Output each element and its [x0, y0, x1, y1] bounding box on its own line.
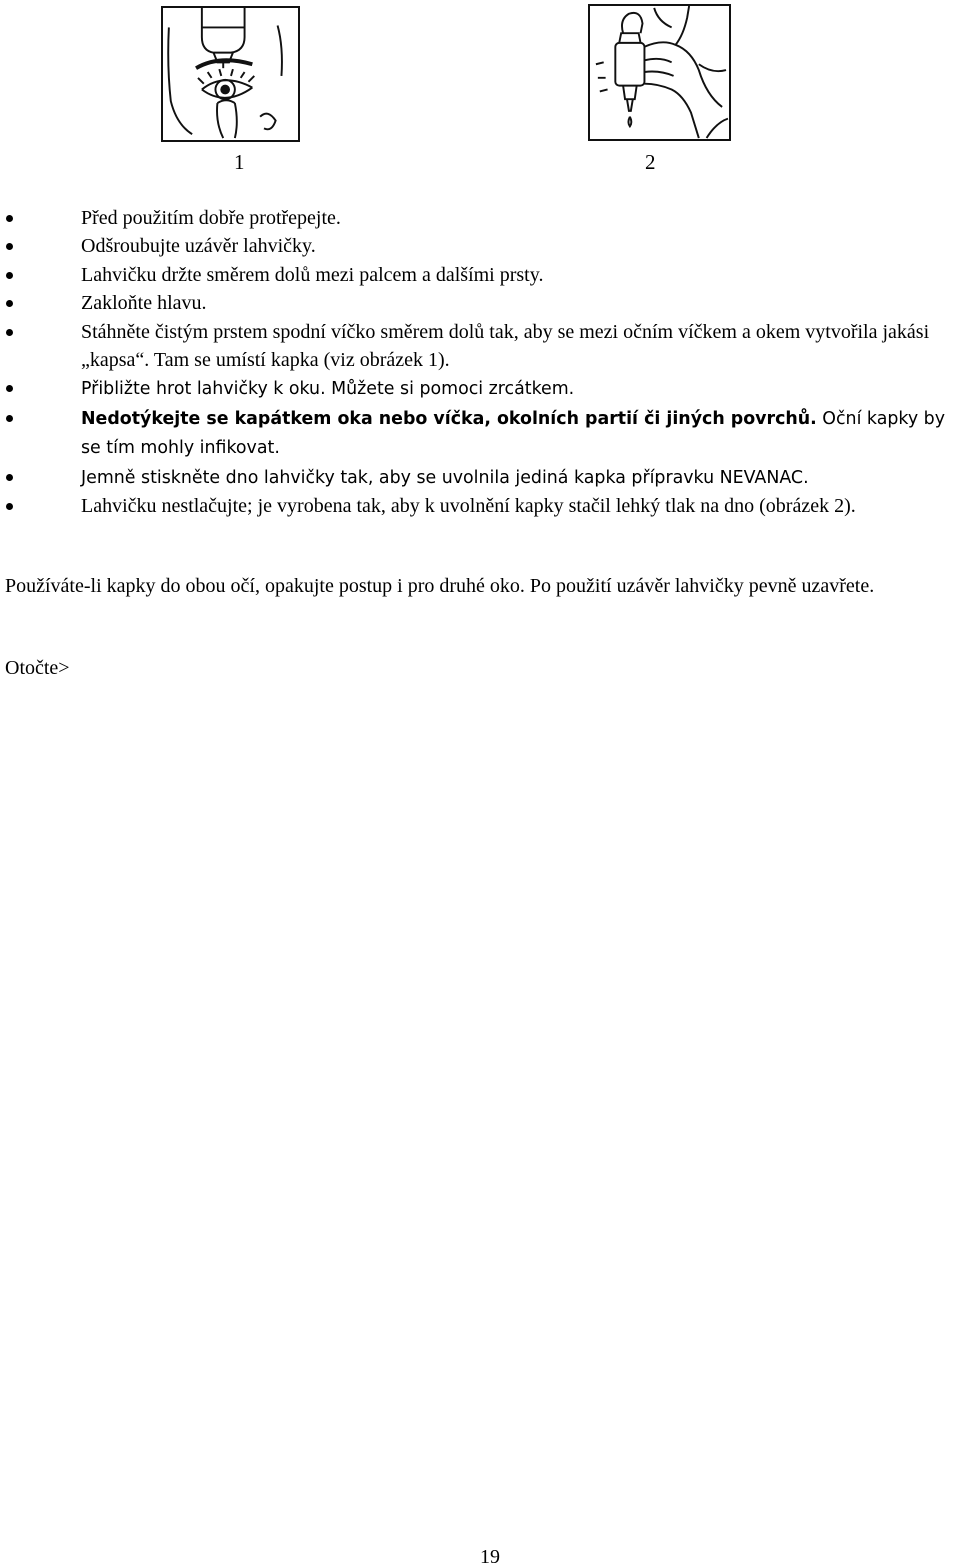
bullet-icon [6, 300, 13, 307]
list-item [0, 374, 960, 403]
bullet-icon [6, 243, 13, 250]
list-item [0, 318, 960, 375]
closing-paragraph: Používáte-li kapky do obou očí, opakujte postup i pro druhé oko. Po použití uzávěr lahvičky pevně uzavřete. [5, 575, 875, 597]
bullet-icon [6, 415, 13, 422]
figure-2-squeeze-illustration [588, 4, 731, 141]
bullet-icon [6, 272, 13, 279]
bullet-icon [6, 215, 13, 222]
step-text: Lahvičku držte směrem dolů mezi palcem a dalšími prsty. [81, 263, 544, 286]
hand-squeezing-bottle-icon [590, 6, 729, 139]
step-text: Lahvičku nestlačujte; je vyrobena tak, aby k uvolnění kapky stačil lehký tlak na dno (obrázek 2). [81, 495, 856, 518]
step-text: Odšroubujte uzávěr lahvičky. [81, 235, 316, 258]
step-text: Zakloňte hlavu. [81, 292, 207, 315]
step-text: Před použitím dobře protřepejte. [81, 207, 341, 229]
bullet-icon [6, 329, 13, 336]
turn-over-note: Otočte> [5, 657, 70, 679]
list-item [0, 463, 960, 492]
eye-drop-application-icon [163, 8, 298, 140]
figure-2-number: 2 [645, 150, 656, 174]
page-number: 19 [480, 1546, 500, 1568]
step-text: Stáhněte čistým prstem spodní víčko směrem dolů tak, aby se mezi očním víčkem a okem vytvořila jakási „kapsa“. Tam se umístí kapka (viz obrázek 1). [81, 320, 930, 372]
figure-1-eye-drop-illustration [161, 6, 300, 142]
list-item [0, 204, 960, 232]
step-text: Oční kapky by se tím mohly infikovat. [81, 408, 945, 459]
list-item [0, 261, 960, 289]
figure-1-number: 1 [234, 150, 245, 174]
bullet-icon [6, 474, 13, 481]
list-item [0, 289, 960, 317]
bullet-icon [6, 503, 13, 510]
step-text: Přibližte hrot lahvičky k oku. Můžete si pomoci zrcátkem. [81, 379, 575, 400]
step-text: Jemně stiskněte dno lahvičky tak, aby se uvolnila jediná kapka přípravku NEVANAC. [81, 467, 809, 488]
instruction-list [0, 204, 960, 520]
list-item [0, 404, 960, 463]
list-item [0, 492, 960, 520]
step-warning-text: Nedotýkejte se kapátkem oka nebo víčka, okolních partií či jiných povrchů. [81, 408, 817, 429]
bullet-icon [6, 385, 13, 392]
list-item [0, 232, 960, 260]
